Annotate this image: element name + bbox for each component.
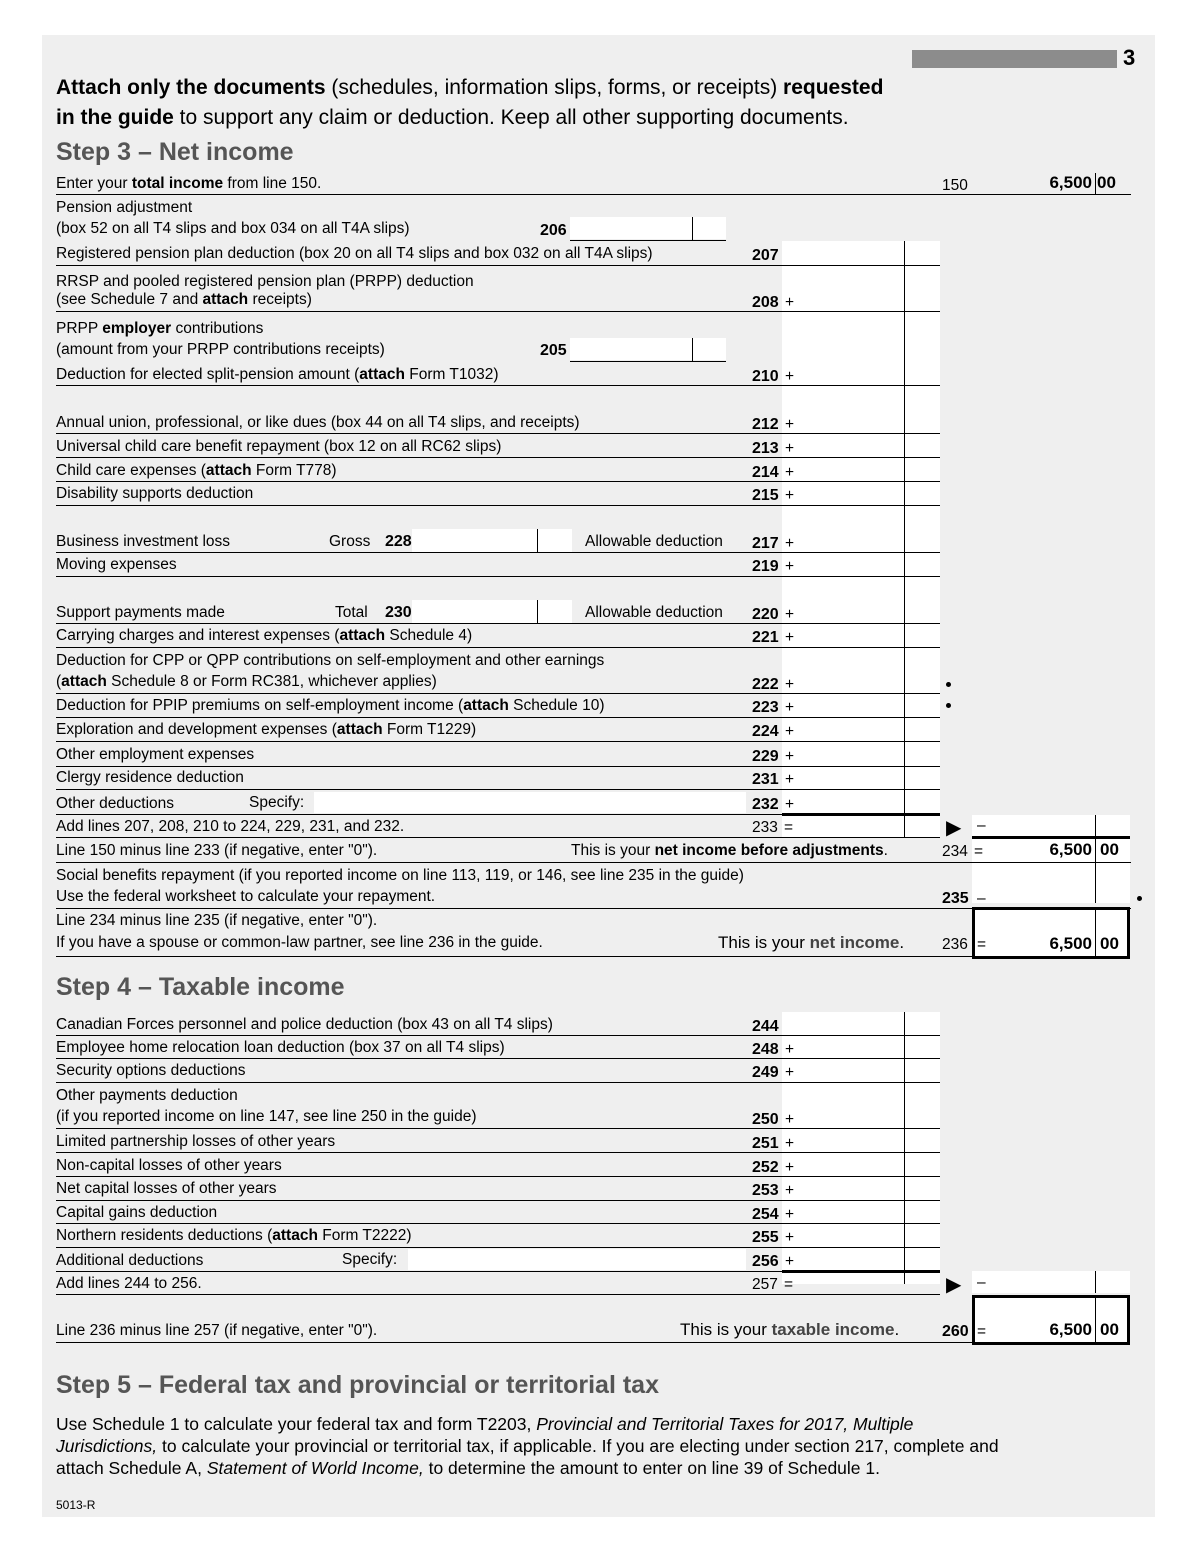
plus-sign: + (785, 368, 795, 385)
form-code: 5013-R (56, 1498, 96, 1512)
line-248-number: 248 (752, 1041, 779, 1058)
line-235-label: Social benefits repayment (if you reported income on line 113, 119, or 146, see line 235 in the guide) (56, 867, 744, 884)
page-number-bar (912, 50, 1117, 68)
deductions-column (782, 241, 940, 837)
line-260-dollars[interactable]: 6,500 (1049, 1320, 1092, 1339)
minus-sign: – (977, 1274, 986, 1291)
line-210-number: 210 (752, 368, 779, 385)
taxable-income-text: This is your taxable income. (680, 1320, 900, 1339)
line-232-number: 232 (752, 796, 779, 813)
plus-sign: + (785, 771, 795, 788)
line-255-label: Northern residents deductions (attach Form T2222) (56, 1227, 412, 1244)
line-229-number: 229 (752, 748, 779, 765)
line-210-label: Deduction for elected split-pension amount (attach Form T1032) (56, 366, 499, 383)
line-230-number: 230 (385, 604, 412, 621)
line-234-cents[interactable]: 00 (1100, 840, 1119, 859)
total-income-label: Enter your total income from line 150. (56, 175, 322, 192)
line-223-label: Deduction for PPIP premiums on self-employment income (attach Schedule 10) (56, 697, 605, 714)
line-236-number: 236 (942, 936, 968, 953)
line-208-number: 208 (752, 294, 779, 311)
plus-sign: + (785, 1111, 795, 1128)
line-224-number: 224 (752, 723, 779, 740)
line-231-label: Clergy residence deduction (56, 769, 244, 786)
step5-title: Step 5 – Federal tax and provincial or territorial tax (56, 1371, 659, 1399)
net-income-text: This is your net income. (718, 933, 905, 952)
specify-label: Specify: (249, 794, 305, 811)
gross-label: Gross (329, 533, 371, 550)
allowable-deduction-label: Allowable deduction (585, 533, 723, 550)
line-234-label: Line 150 minus line 233 (if negative, enter "0"). (56, 842, 378, 859)
plus-sign: + (785, 796, 795, 813)
line-205-label: PRPP employer contributions (56, 320, 264, 337)
plus-sign: + (785, 440, 795, 457)
arrow-right-icon: ▶ (946, 1274, 962, 1296)
line-213-number: 213 (752, 440, 779, 457)
plus-sign: + (785, 416, 795, 433)
line-232-specify-field[interactable] (314, 792, 746, 813)
line-208-label: RRSP and pooled registered pension plan (PRPP) deduction (56, 273, 474, 290)
line-235-sub: Use the federal worksheet to calculate your repayment. (56, 888, 436, 905)
line-254-number: 254 (752, 1206, 779, 1223)
line-219-label: Moving expenses (56, 556, 177, 573)
line-233-label: Add lines 207, 208, 210 to 224, 229, 231, and 232. (56, 818, 405, 835)
line-256-label: Additional deductions (56, 1252, 204, 1269)
line-224-label: Exploration and development expenses (attach Form T1229) (56, 721, 477, 738)
intro-text: Attach only the documents (schedules, information slips, forms, or receipts) requested in the guide to support any claim or deduction. Keep all other supporting documents. (56, 76, 884, 129)
line-251-number: 251 (752, 1135, 779, 1152)
line-150-number: 150 (942, 177, 968, 194)
total-label: Total (335, 604, 368, 621)
line-260-number: 260 (942, 1323, 969, 1340)
equals-sign: = (977, 1323, 987, 1340)
line-229-label: Other employment expenses (56, 746, 255, 763)
line-244-label: Canadian Forces personnel and police deduction (box 43 on all T4 slips) (56, 1016, 553, 1033)
bullet-icon (946, 682, 951, 687)
allowable-deduction-label: Allowable deduction (585, 604, 723, 621)
line-250-number: 250 (752, 1111, 779, 1128)
line-236-label: Line 234 minus line 235 (if negative, enter "0"). (56, 912, 378, 929)
plus-sign: + (785, 535, 795, 552)
line-212-label: Annual union, professional, or like dues (box 44 on all T4 slips, and receipts) (56, 414, 580, 431)
equals-sign: = (784, 819, 794, 836)
line-150-dollars[interactable]: 6,500 (1049, 173, 1092, 192)
line-249-label: Security options deductions (56, 1062, 246, 1079)
line-220-label: Support payments made (56, 604, 225, 621)
line-250-sub: (if you reported income on line 147, see line 250 in the guide) (56, 1108, 477, 1125)
line-251-label: Limited partnership losses of other years (56, 1133, 336, 1150)
line-205-sub: (amount from your PRPP contributions receipts) (56, 341, 385, 358)
plus-sign: + (785, 1041, 795, 1058)
line-215-label: Disability supports deduction (56, 485, 254, 502)
line-257-transfer-field[interactable] (972, 1271, 1130, 1293)
line-257-number: 257 (752, 1276, 778, 1293)
line-254-label: Capital gains deduction (56, 1204, 218, 1221)
plus-sign: + (785, 606, 795, 623)
line-252-label: Non-capital losses of other years (56, 1157, 282, 1174)
line-222-sub: (attach Schedule 8 or Form RC381, whichever applies) (56, 673, 437, 690)
line-222-number: 222 (752, 676, 779, 693)
plus-sign: + (785, 1159, 795, 1176)
net-income-column (972, 815, 1130, 903)
equals-sign: = (977, 936, 987, 953)
line-255-number: 255 (752, 1229, 779, 1246)
plus-sign: + (785, 1182, 795, 1199)
equals-sign: = (784, 1276, 794, 1293)
line-221-label: Carrying charges and interest expenses (attach Schedule 4) (56, 627, 473, 644)
step5-paragraph: Use Schedule 1 to calculate your federal tax and form T2203, Provincial and Territorial Taxes for 2017, Multiple Jurisdictions, to calculate your provincial or territorial tax, if applicable. If you are electing under section 217, complete and attach Schedule A, Statement of World Income, to determine the amount to enter on line 39 of Schedule 1. (56, 1414, 999, 1478)
plus-sign: + (785, 699, 795, 716)
plus-sign: + (785, 558, 795, 575)
plus-sign: + (785, 1135, 795, 1152)
line-236-cents[interactable]: 00 (1100, 934, 1119, 953)
plus-sign: + (785, 487, 795, 504)
plus-sign: + (785, 1253, 795, 1270)
step4-title: Step 4 – Taxable income (56, 973, 345, 1001)
pension-adjustment-label: Pension adjustment (56, 199, 193, 216)
plus-sign: + (785, 464, 795, 481)
line-230-field[interactable] (412, 600, 572, 623)
line-217-number: 217 (752, 535, 779, 552)
page-number: 3 (1123, 45, 1136, 70)
equals-sign: = (974, 843, 984, 860)
line-231-number: 231 (752, 771, 779, 788)
line-249-number: 249 (752, 1064, 779, 1081)
line-206-field[interactable] (570, 217, 726, 239)
line-234-number: 234 (942, 843, 968, 860)
line-212-number: 212 (752, 416, 779, 433)
line-208-sub: (see Schedule 7 and attach receipts) (56, 291, 312, 308)
line-253-label: Net capital losses of other years (56, 1180, 277, 1197)
plus-sign: + (785, 1229, 795, 1246)
line-219-number: 219 (752, 558, 779, 575)
line-205-field[interactable] (570, 338, 726, 360)
plus-sign: + (785, 676, 795, 693)
arrow-right-icon: ▶ (946, 817, 962, 839)
specify-label: Specify: (342, 1251, 398, 1268)
line-206-number: 206 (540, 222, 567, 239)
line-233-number: 233 (752, 819, 778, 836)
line-256-number: 256 (752, 1253, 779, 1270)
plus-sign: + (785, 629, 795, 646)
line-248-label: Employee home relocation loan deduction (box 37 on all T4 slips) (56, 1039, 505, 1056)
line-252-number: 252 (752, 1159, 779, 1176)
line-207-number: 207 (752, 247, 779, 264)
line-257-label: Add lines 244 to 256. (56, 1275, 202, 1292)
line-213-label: Universal child care benefit repayment (box 12 on all RC62 slips) (56, 438, 502, 455)
plus-sign: + (785, 1064, 795, 1081)
plus-sign: + (785, 723, 795, 740)
form-page (42, 35, 1155, 1517)
net-income-before-adjustments-text: This is your net income before adjustments. (571, 842, 888, 859)
line-260-label: Line 236 minus line 257 (if negative, enter "0"). (56, 1322, 378, 1339)
line-205-number: 205 (540, 342, 567, 359)
line-223-number: 223 (752, 699, 779, 716)
line-234-dollars[interactable]: 6,500 (1049, 840, 1092, 859)
line-236-sub: If you have a spouse or common-law partner, see line 236 in the guide. (56, 934, 543, 951)
line-253-number: 253 (752, 1182, 779, 1199)
plus-sign: + (785, 294, 795, 311)
line-244-number: 244 (752, 1018, 779, 1035)
line-250-label: Other payments deduction (56, 1087, 238, 1104)
pension-adjustment-sub: (box 52 on all T4 slips and box 034 on all T4A slips) (56, 220, 410, 237)
line-150-cents[interactable]: 00 (1097, 173, 1116, 192)
line-220-number: 220 (752, 606, 779, 623)
line-214-label: Child care expenses (attach Form T778) (56, 462, 337, 479)
bullet-icon (946, 703, 951, 708)
line-260-cents[interactable]: 00 (1100, 1320, 1119, 1339)
minus-sign: – (977, 890, 986, 907)
plus-sign: + (785, 748, 795, 765)
line-215-number: 215 (752, 487, 779, 504)
line-221-number: 221 (752, 629, 779, 646)
bullet-icon (1137, 896, 1142, 901)
line-256-specify-field[interactable] (408, 1249, 746, 1270)
line-228-number: 228 (385, 533, 412, 550)
line-222-label: Deduction for CPP or QPP contributions on self-employment and other earnings (56, 652, 605, 669)
plus-sign: + (785, 1206, 795, 1223)
line-235-number: 235 (942, 890, 969, 907)
line-214-number: 214 (752, 464, 779, 481)
line-217-label: Business investment loss (56, 533, 231, 550)
minus-sign: – (977, 817, 986, 834)
step3-title: Step 3 – Net income (56, 138, 294, 166)
line-232-label: Other deductions (56, 795, 175, 812)
line-236-dollars[interactable]: 6,500 (1049, 934, 1092, 953)
line-207-label: Registered pension plan deduction (box 20 on all T4 slips and box 032 on all T4A slips) (56, 245, 653, 262)
line-228-field[interactable] (412, 529, 572, 552)
taxable-deductions-column (782, 1012, 940, 1284)
